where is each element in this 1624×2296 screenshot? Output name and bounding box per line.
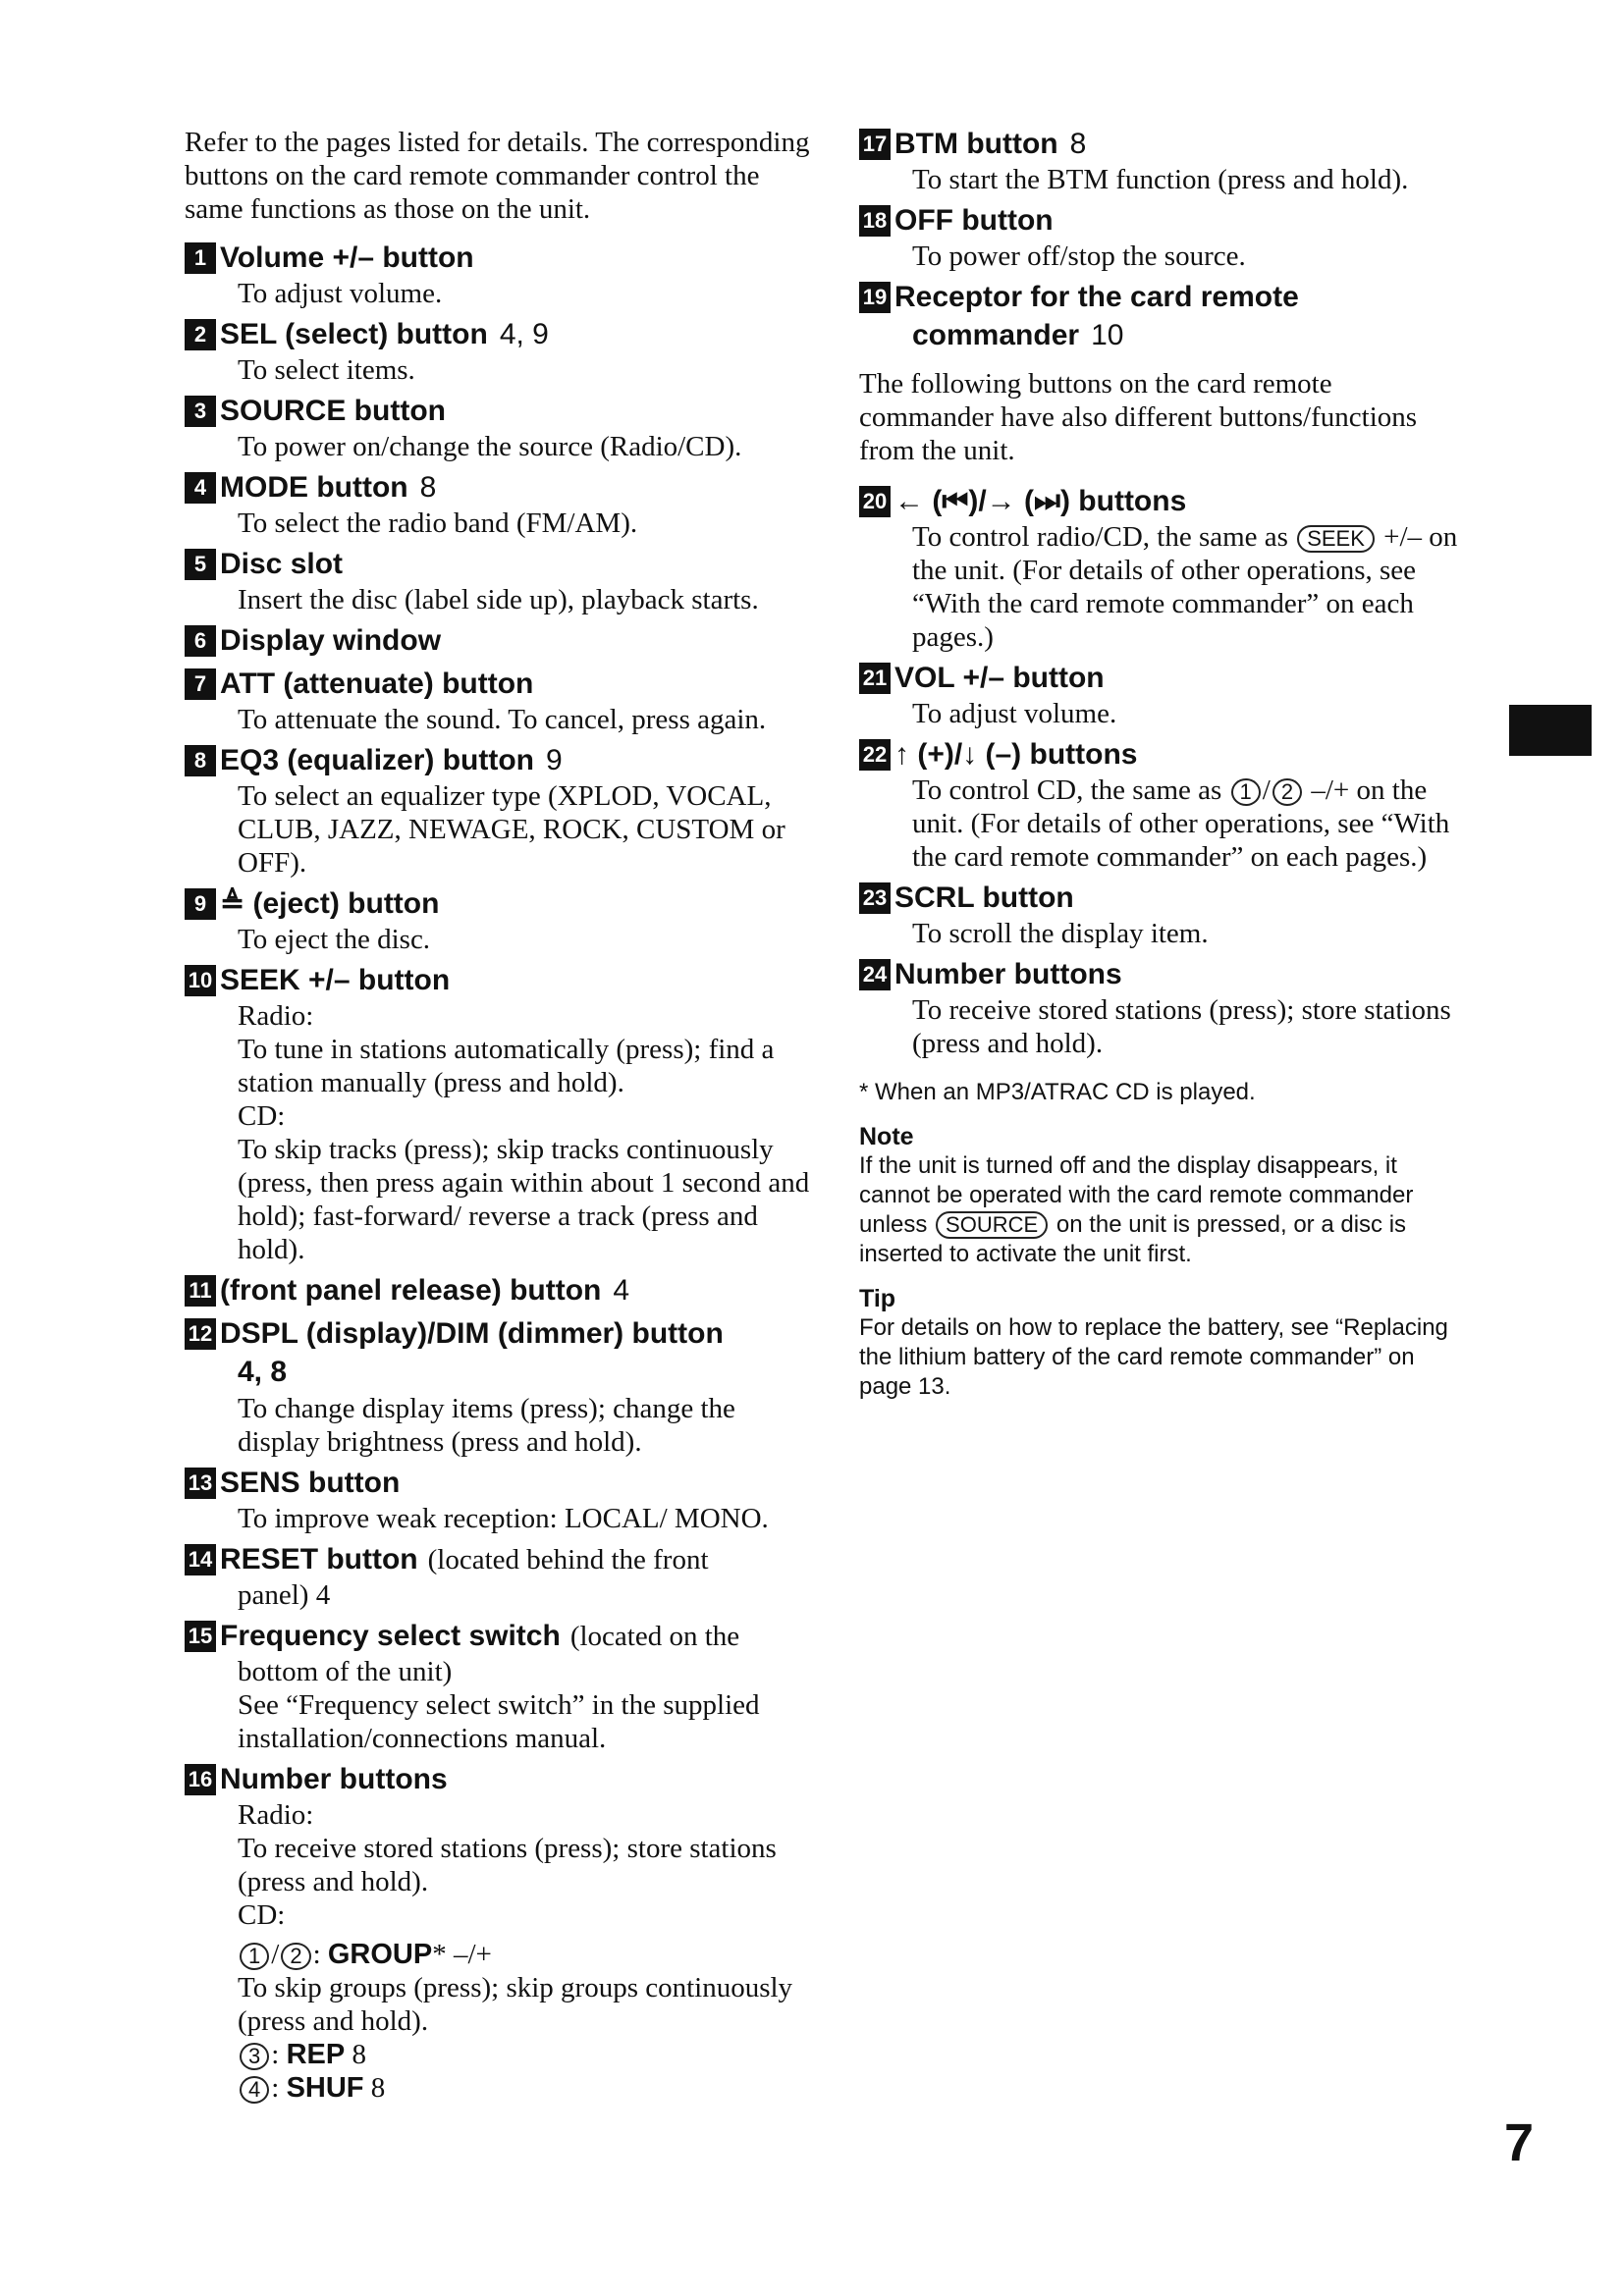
item-title: Number buttons <box>894 958 1122 990</box>
item-title: EQ3 (equalizer) button <box>220 744 535 776</box>
item-title: Receptor for the card remote <box>894 281 1299 313</box>
item-number-badge: 16 <box>185 1764 216 1795</box>
item-13 <box>185 1465 813 1535</box>
rep-label: REP <box>286 2039 346 2070</box>
item-heading <box>185 1761 813 1798</box>
item-heading <box>185 622 813 660</box>
key-2-icon: 2 <box>281 1943 310 1970</box>
item-title: Volume +/– button <box>220 241 474 274</box>
item-title-extra: (located on the <box>569 1621 740 1652</box>
item-page-ref: 4, 9 <box>499 318 549 350</box>
item-number-badge: 19 <box>859 282 891 313</box>
item-description <box>238 1688 813 1755</box>
item-6 <box>185 622 813 660</box>
item-title: SOURCE button <box>220 395 446 427</box>
item-18 <box>859 202 1468 273</box>
item-description <box>238 1798 813 1932</box>
item-14 <box>185 1541 813 1612</box>
section-tab-marker <box>1509 705 1592 756</box>
item-title: SEL (select) button <box>220 318 488 350</box>
item-number-badge: 5 <box>185 549 216 580</box>
group-suffix: * –/+ <box>432 1939 492 1970</box>
item-4 <box>185 469 813 540</box>
item-title: ATT (attenuate) button <box>220 667 534 700</box>
item-desc-line: To select an equalizer type (XPLOD, VOCAL, CLUB, JAZZ, NEWAGE, ROCK, CUSTOM or OFF). <box>238 780 785 879</box>
item-page-ref: 4 <box>613 1274 630 1307</box>
item-description <box>238 507 813 540</box>
item-desc-line: To power on/change the source (Radio/CD). <box>238 431 742 462</box>
item-heading <box>185 1272 813 1309</box>
item-desc-line: To adjust volume. <box>238 278 443 309</box>
key-3-icon: 3 <box>240 2043 269 2070</box>
seek-key-icon: SEEK <box>1297 525 1375 553</box>
right-column <box>859 126 1468 1402</box>
item-heading <box>859 279 1468 316</box>
item-heading <box>859 126 1468 163</box>
item-heading <box>185 240 813 277</box>
rep-page: 8 <box>352 2039 366 2070</box>
item-page-ref: 9 <box>546 744 563 776</box>
item-title: ← (⏮)/→ (⏭) buttons <box>894 485 1187 517</box>
item-title: Display window <box>220 624 442 657</box>
item-page-ref: 10 <box>1091 319 1124 351</box>
item-heading <box>185 1618 813 1655</box>
group-label: GROUP <box>327 1939 433 1970</box>
item-desc: To scroll the display item. <box>912 918 1209 949</box>
item-number-badge: 12 <box>185 1318 216 1350</box>
item-heading-continuation: commander 10 <box>912 319 1124 351</box>
item-number-badge: 10 <box>185 965 216 996</box>
item-desc-line: To start the BTM function (press and hold). <box>912 164 1409 195</box>
item-23 <box>859 880 1468 950</box>
key-1-icon: 1 <box>1231 778 1261 806</box>
item-desc-line: CD: <box>238 1899 286 1931</box>
item-desc-line: To select the radio band (FM/AM). <box>238 507 638 539</box>
item-number-badge: 4 <box>185 472 216 504</box>
item-12 <box>185 1315 813 1459</box>
item-desc: To control radio/CD, the same as SEEK +/– on the unit. (For details of other operations, see “With the card remote commander” on each pages.) <box>912 521 1458 653</box>
item-description <box>238 779 813 880</box>
item-15 <box>185 1618 813 1755</box>
item-description <box>912 163 1468 196</box>
item-title: Disc slot <box>220 548 344 580</box>
item-24 <box>859 956 1468 1060</box>
tip-heading: Tip <box>859 1285 896 1312</box>
item-9 <box>185 885 813 956</box>
item-desc: To adjust volume. <box>912 698 1117 729</box>
item-description <box>238 430 813 463</box>
item-desc-line: To receive stored stations (press); store stations (press and hold). <box>238 1833 777 1897</box>
item-title: ≜ (eject) button <box>220 887 440 920</box>
item-number-badge: 23 <box>859 882 891 914</box>
item-21 <box>859 660 1468 730</box>
item-number-badge: 13 <box>185 1468 216 1499</box>
item-heading-continuation: 4, 8 <box>238 1356 288 1388</box>
item-title: DSPL (display)/DIM (dimmer) button <box>220 1317 724 1350</box>
tip-text: For details on how to replace the battery, see “Replacing the lithium battery of the card remote commander” on page 13. <box>859 1314 1448 1400</box>
item-20 <box>859 483 1468 654</box>
item-desc: To receive stored stations (press); store stations (press and hold). <box>912 994 1451 1059</box>
item-heading <box>185 885 813 923</box>
item-title: (front panel release) button <box>220 1274 602 1307</box>
item-title: SENS button <box>220 1467 401 1499</box>
item-desc-line: Insert the disc (label side up), playback starts. <box>238 584 759 615</box>
source-key-icon: SOURCE <box>936 1211 1048 1239</box>
item-title-extra: (located behind the front <box>427 1544 709 1575</box>
item-title: Number buttons <box>220 1763 448 1795</box>
item-heading <box>185 742 813 779</box>
item-1 <box>185 240 813 310</box>
item-title: SCRL button <box>894 881 1074 914</box>
item-number-badge: 6 <box>185 625 216 657</box>
item-number-badge: 14 <box>185 1544 216 1575</box>
item-22 <box>859 736 1468 874</box>
item-heading-continuation: bottom of the unit) <box>238 1656 453 1687</box>
item-heading <box>185 1541 813 1578</box>
item-heading <box>185 393 813 430</box>
item-number-badge: 2 <box>185 319 216 350</box>
item-heading-continuation: panel) 4 <box>238 1579 331 1611</box>
rep-line: 3 : REP 8 <box>238 2038 813 2071</box>
item-heading <box>185 546 813 583</box>
item-heading <box>185 1315 813 1353</box>
item-desc-line: To skip tracks (press); skip tracks continuously (press, then press again within about 1 second and hold); fast-forward/ reverse a track (press and hold). <box>238 1134 810 1265</box>
item-number-badge: 21 <box>859 663 891 694</box>
item-desc-line: To improve weak reception: LOCAL/ MONO. <box>238 1503 769 1534</box>
item-description <box>238 923 813 956</box>
item-19 <box>859 279 1468 355</box>
item-desc-line: Radio: <box>238 1799 314 1831</box>
item-number-badge: 3 <box>185 396 216 427</box>
page-number: 7 <box>1504 2113 1535 2172</box>
item-desc: To control CD, the same as 1 / 2 –/+ on the unit. (For details of other operations, see “With the card remote commander” on each pages.) <box>912 774 1450 873</box>
item-number-badge: 9 <box>185 888 216 920</box>
item-description <box>238 1392 813 1459</box>
item-desc-line: To power off/stop the source. <box>912 240 1246 272</box>
item-16 <box>185 1761 813 1932</box>
item-title: VOL +/– button <box>894 662 1105 694</box>
key-4-icon: 4 <box>240 2076 269 2104</box>
left-item-list <box>185 240 813 1932</box>
item-desc-line: To eject the disc. <box>238 924 431 955</box>
item-description <box>238 999 813 1266</box>
item-desc-line: To change display items (press); change the display brightness (press and hold). <box>238 1393 735 1458</box>
item-5 <box>185 546 813 616</box>
item-number-badge: 15 <box>185 1621 216 1652</box>
key-1-icon: 1 <box>240 1943 269 1970</box>
item-description <box>238 353 813 387</box>
key-2-icon: 2 <box>1272 778 1302 806</box>
item-title: BTM button <box>894 128 1058 160</box>
intro-paragraph: Refer to the pages listed for details. The corresponding buttons on the card remote commander control the same functions as those on the unit. <box>185 127 810 225</box>
group-line: 1 / 2 : GROUP* –/+ <box>238 1938 813 1971</box>
item-description <box>238 703 813 736</box>
shuf-page: 8 <box>370 2072 386 2104</box>
mid-paragraph: The following buttons on the card remote commander have also different buttons/functions from the unit. <box>859 368 1418 466</box>
item-description <box>238 583 813 616</box>
right-item-list <box>859 126 1468 355</box>
note-heading: Note <box>859 1123 914 1150</box>
item-number-badge: 8 <box>185 745 216 776</box>
item-heading <box>185 1465 813 1502</box>
item-desc-line: Radio: <box>238 1000 314 1032</box>
item-number-badge: 11 <box>185 1275 216 1307</box>
item-number-badge: 20 <box>859 486 891 517</box>
item-heading <box>859 202 1468 240</box>
item-title: RESET button <box>220 1543 418 1575</box>
shuf-line: 4 : SHUF 8 <box>238 2071 813 2105</box>
item-10 <box>185 962 813 1266</box>
item-8 <box>185 742 813 880</box>
item-desc-line: See “Frequency select switch” in the supplied installation/connections manual. <box>238 1689 760 1754</box>
item-heading <box>185 666 813 703</box>
item-title: ↑ (+)/↓ (–) buttons <box>894 738 1138 771</box>
item-heading <box>185 316 813 353</box>
item-7 <box>185 666 813 736</box>
item-desc-line: To tune in stations automatically (press); find a station manually (press and hold). <box>238 1034 775 1098</box>
item-number-badge: 22 <box>859 739 891 771</box>
item-title: OFF button <box>894 204 1054 237</box>
group-desc: To skip groups (press); skip groups continuously (press and hold). <box>238 1972 793 2037</box>
item-number-badge: 18 <box>859 205 891 237</box>
item-desc-line: To attenuate the sound. To cancel, press again. <box>238 704 767 735</box>
item-description <box>912 240 1468 273</box>
item-3 <box>185 393 813 463</box>
note-text: If the unit is turned off and the display disappears, it cannot be operated with the card remote commander unless SOURCE on the unit is pressed, or a disc is inserted to activate the unit first. <box>859 1152 1414 1267</box>
shuf-label: SHUF <box>286 2072 364 2104</box>
item-number-badge: 7 <box>185 668 216 700</box>
item-page-ref: 8 <box>1069 128 1087 160</box>
item-heading <box>185 469 813 507</box>
item-title: SEEK +/– button <box>220 964 451 996</box>
item-description <box>238 1502 813 1535</box>
item-11 <box>185 1272 813 1309</box>
item-number-badge: 17 <box>859 129 891 160</box>
item-number-badge: 1 <box>185 242 216 274</box>
item-description <box>238 277 813 310</box>
item-number-badge: 24 <box>859 959 891 990</box>
item-desc-line: CD: <box>238 1100 286 1132</box>
left-column <box>185 126 813 2105</box>
item-page-ref: 8 <box>419 471 437 504</box>
item-heading <box>185 962 813 999</box>
item-title: MODE button <box>220 471 408 504</box>
footnote: * When an MP3/ATRAC CD is played. <box>859 1079 1256 1105</box>
item-desc-line: To select items. <box>238 354 415 386</box>
item-2 <box>185 316 813 387</box>
item-title: Frequency select switch <box>220 1620 561 1652</box>
item-17 <box>859 126 1468 196</box>
